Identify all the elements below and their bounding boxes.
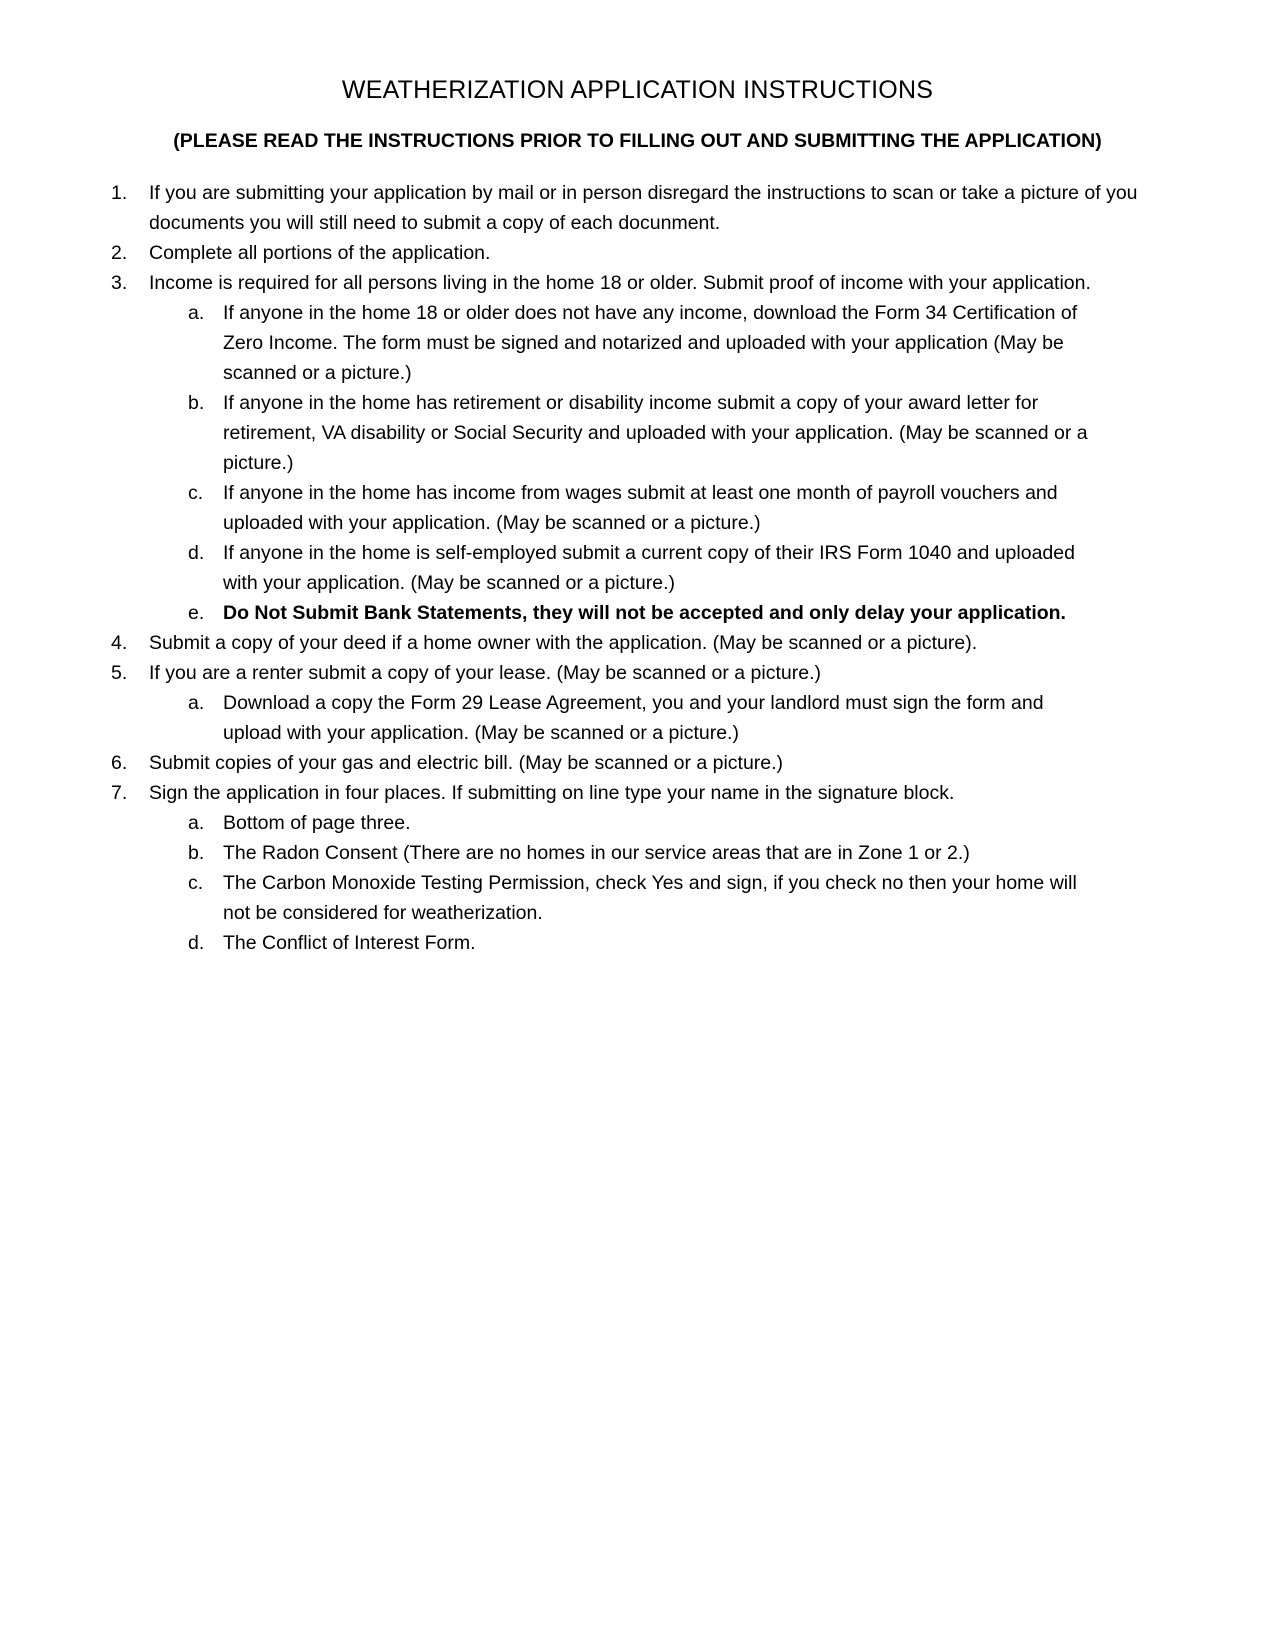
sub-instruction-5a (188, 688, 1185, 748)
instruction-text: Income is required for all persons living in the home 18 or older. Submit proof of income with your application. (149, 272, 1091, 294)
sub-instruction-text: The Conflict of Interest Form. (223, 932, 476, 954)
sub-instruction-letter: a. (188, 812, 205, 834)
sub-instruction-7d (188, 928, 1185, 958)
lease-sublist (149, 688, 1185, 748)
document-subtitle: (PLEASE READ THE INSTRUCTIONS PRIOR TO FILLING OUT AND SUBMITTING THE APPLICATION) (173, 130, 1102, 152)
sub-instruction-text: If anyone in the home has income from wages submit at least one month of payroll vouchers and uploaded with your application. (May be scanned or a picture.) (223, 482, 1058, 534)
instruction-text: Submit a copy of your deed if a home owner with the application. (May be scanned or a picture). (149, 632, 978, 654)
sub-instruction-letter: d. (188, 542, 205, 564)
instruction-item-3 (0, 268, 1275, 628)
sub-instruction-letter: c. (188, 872, 204, 894)
sub-instruction-letter: c. (188, 482, 204, 504)
sub-instruction-7b (188, 838, 1185, 868)
sub-instruction-letter: b. (188, 392, 205, 414)
instruction-number: 1. (111, 182, 128, 204)
instruction-item-5 (0, 658, 1275, 748)
instruction-item-6 (0, 748, 1275, 778)
instruction-item-2 (0, 238, 1275, 268)
sub-instruction-text: Download a copy the Form 29 Lease Agreement, you and your landlord must sign the form and upload with your application. (May be scanned or a picture.) (223, 692, 1044, 744)
instruction-number: 3. (111, 272, 128, 294)
document-title: WEATHERIZATION APPLICATION INSTRUCTIONS (341, 76, 934, 104)
sub-instruction-text: The Radon Consent (There are no homes in our service areas that are in Zone 1 or 2.) (223, 842, 970, 864)
instruction-number: 5. (111, 662, 128, 684)
sub-instruction-3a (188, 298, 1185, 388)
sub-instruction-text: If anyone in the home 18 or older does not have any income, download the Form 34 Certification of Zero Income. The form must be signed and notarized and uploaded with your application (May be scanned or a picture.) (223, 302, 1078, 384)
instruction-text: Sign the application in four places. If submitting on line type your name in the signature block. (149, 782, 955, 804)
sub-instruction-text: Bottom of page three. (223, 812, 411, 834)
sub-instruction-letter: a. (188, 692, 205, 714)
bank-statements-warning: Do Not Submit Bank Statements, they will not be accepted and only delay your application. (223, 602, 1066, 624)
sub-instruction-text: The Carbon Monoxide Testing Permission, check Yes and sign, if you check no then your home will not be considered for weatherization. (223, 872, 1077, 924)
sub-instruction-letter: b. (188, 842, 205, 864)
instruction-number: 6. (111, 752, 128, 774)
sub-instruction-3d (188, 538, 1185, 598)
sub-instruction-3b (188, 388, 1185, 478)
instruction-text: If you are submitting your application by mail or in person disregard the instructions to scan or take a picture of you documents you will still need to submit a copy of each docunment. (149, 182, 1138, 234)
sub-instruction-text: If anyone in the home is self-employed submit a current copy of their IRS Form 1040 and uploaded with your application. (May be scanned or a picture.) (223, 542, 1075, 594)
sub-instruction-3c (188, 478, 1185, 538)
signature-places-sublist (149, 808, 1185, 958)
instructions-list (0, 178, 1275, 958)
instruction-text: Complete all portions of the application. (149, 242, 491, 264)
instruction-item-7 (0, 778, 1275, 958)
instruction-text: If you are a renter submit a copy of your lease. (May be scanned or a picture.) (149, 662, 821, 684)
instruction-number: 4. (111, 632, 128, 654)
sub-instruction-letter: a. (188, 302, 205, 324)
sub-instruction-letter: d. (188, 932, 205, 954)
instruction-text: Submit copies of your gas and electric bill. (May be scanned or a picture.) (149, 752, 784, 774)
sub-instruction-7a (188, 808, 1185, 838)
sub-instruction-letter: e. (188, 602, 205, 624)
sub-instruction-7c (188, 868, 1185, 928)
instruction-item-1 (0, 178, 1275, 238)
instruction-number: 2. (111, 242, 128, 264)
sub-instruction-3e (188, 598, 1185, 628)
sub-instruction-text: If anyone in the home has retirement or disability income submit a copy of your award letter for retirement, VA disability or Social Security and uploaded with your application. (May be scanned or a picture.) (223, 392, 1088, 474)
income-requirements-sublist (149, 298, 1185, 628)
instruction-number: 7. (111, 782, 128, 804)
instruction-item-4 (0, 628, 1275, 658)
